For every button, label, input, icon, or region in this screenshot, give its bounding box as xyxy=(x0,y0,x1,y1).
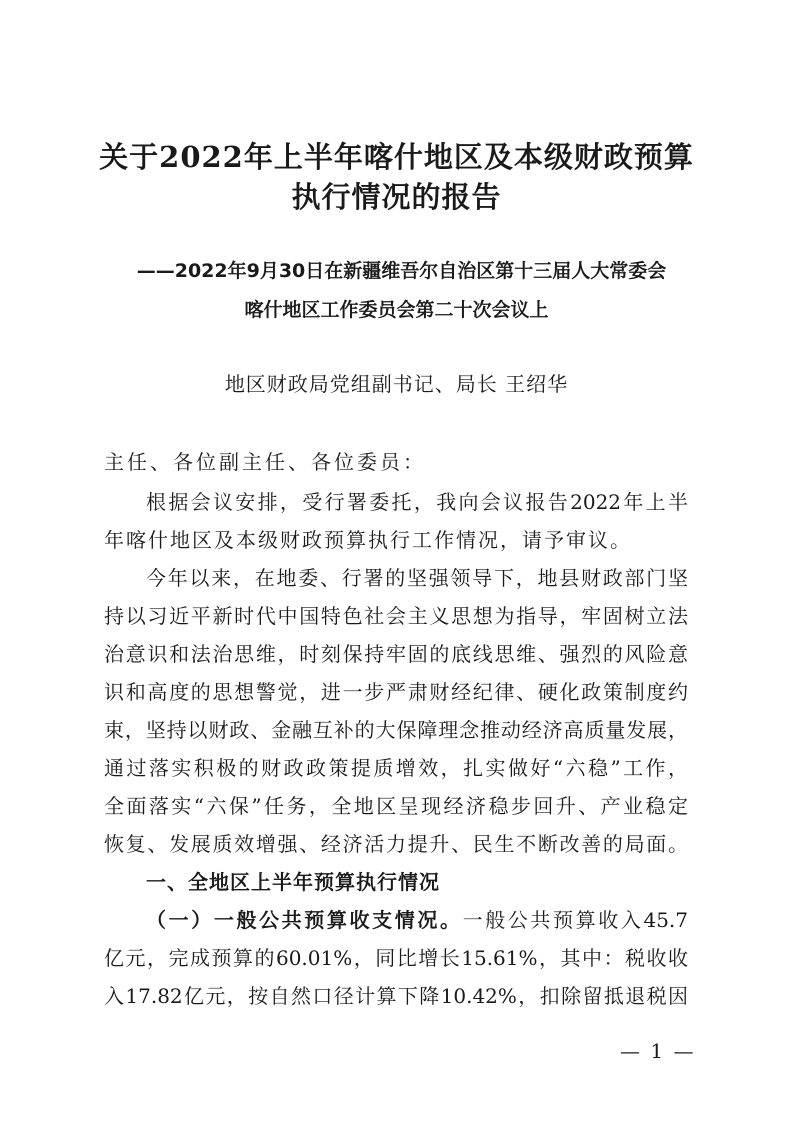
section-1-heading: 一、全地区上半年预算执行情况 xyxy=(146,870,440,894)
subsection-1-text: 一般公共预算收入45.7 xyxy=(462,908,688,932)
report-title-line-1: 关于2022年上半年喀什地区及本级财政预算 xyxy=(99,140,694,174)
paragraph-2-line-5: 束，坚持以财政、金融互补的大保障理念推动经济高质量发展， xyxy=(104,718,688,742)
paragraph-1-line-2: 年喀什地区及本级财政预算执行工作情况，请予审议。 xyxy=(104,528,632,552)
subsection-1-heading: （一）一般公共预算收支情况。 xyxy=(146,908,463,932)
report-subtitle-line-2: 喀什地区工作委员会第二十次会议上 xyxy=(244,299,549,321)
paragraph-2-line-1: 今年以来，在地委、行署的坚强领导下，地县财政部门坚 xyxy=(146,566,688,590)
report-title-line-2: 执行情况的报告 xyxy=(291,180,502,214)
paragraph-2-line-2: 持以习近平新时代中国特色社会主义思想为指导，牢固树立法 xyxy=(104,604,688,628)
paragraph-3-line-1: 亿元，完成预算的60.01%，同比增长15.61%，其中：税收收 xyxy=(104,946,688,970)
paragraph-2-line-8: 恢复、发展质效增强、经济活力提升、民生不断改善的局面。 xyxy=(104,832,688,856)
paragraph-2-line-6: 通过落实积极的财政政策提质增效，扎实做好“六稳”工作， xyxy=(104,756,688,780)
paragraph-1-line-1: 根据会议安排，受行署委托，我向会议报告2022年上半 xyxy=(146,490,688,514)
author-line: 地区财政局党组副书记、局长 王绍华 xyxy=(224,372,569,396)
paragraph-2-line-4: 识和高度的思想警觉，进一步严肃财经纪律、硬化政策制度约 xyxy=(104,680,688,704)
report-subtitle-line-1: ——2022年9月30日在新疆维吾尔自治区第十三届人大常委会 xyxy=(136,260,667,282)
subsection-1-line xyxy=(146,905,688,935)
paragraph-2-line-3: 治意识和法治思维，时刻保持牢固的底线思维、强烈的风险意 xyxy=(104,642,688,666)
paragraph-3-line-2: 入17.82亿元，按自然口径计算下降10.42%，扣除留抵退税因 xyxy=(104,984,688,1008)
page-number: — 1 — xyxy=(620,1039,696,1063)
paragraph-2-line-7: 全面落实“六保”任务，全地区呈现经济稳步回升、产业稳定 xyxy=(104,794,688,818)
salutation: 主任、各位副主任、各位委员： xyxy=(104,450,426,474)
